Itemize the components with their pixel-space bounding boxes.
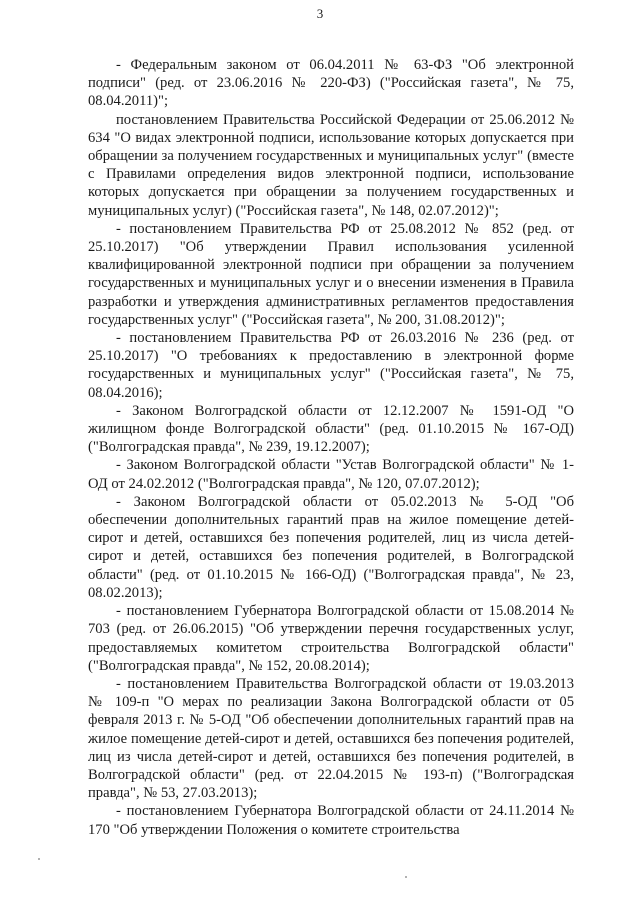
scan-speck xyxy=(405,876,407,878)
paragraph-federal-law-63: - Федеральным законом от 06.04.2011 № 63-ФЗ "Об электронной подписи" (ред. от 23.06.2016 № 220-ФЗ) ("Российская газета", № 75, 08.04.2011)"; xyxy=(88,57,574,110)
paragraph-law-5: - Законом Волгоградской области от 05.02.2013 № 5-ОД "Об обеспечении дополнительных гарантий прав на жилое помещение детей-сирот и детей, оставшихся без попечения родителей, лиц из числа детей-сирот и детей, оставшихся без попечения родителей, в Волгоградской области" (ред. от 01.10.2015 № 166-ОД) ("Волгоградская правда", № 23, 08.02.2013); xyxy=(88,493,574,601)
paragraph-governor-decree-703: - постановлением Губернатора Волгоградской области от 15.08.2014 № 703 (ред. от 26.06.2015) "Об утверждении перечня государственных услуг, предоставляемых комитетом строительства Волгоградской области" ("Волгоградская правда", № 152, 20.08.2014); xyxy=(88,603,574,674)
paragraph-decree-634: постановлением Правительства Российской Федерации от 25.06.2012 № 634 "О видах электронной подписи, использование которых допускается при обращении за получением государственных и муниципальных услуг" (вместе с Правилами определения видов электронной подписи, использование которых допускается при обращении за получением государственных и муниципальных услуг) ("Российская газета", № 148, 02.07.2012)"; xyxy=(88,111,574,219)
document-body xyxy=(88,56,574,839)
paragraph-decree-236: - постановлением Правительства РФ от 26.03.2016 № 236 (ред. от 25.10.2017) "О требованиях к предоставлению в электронной форме государственных и муниципальных услуг" ("Российская газета", № 75, 08.04.2016); xyxy=(88,330,574,401)
paragraph-governor-decree-170: - постановлением Губернатора Волгоградской области от 24.11.2014 № 170 "Об утверждении Положения о комитете строительства xyxy=(88,803,574,838)
paragraph-law-1591: - Законом Волгоградской области от 12.12.2007 № 1591-ОД "О жилищном фонде Волгоградской области" (ред. 01.10.2015 № 167-ОД) ("Волгоградская правда", № 239, 19.12.2007); xyxy=(88,402,574,456)
paragraph-charter-1: - Законом Волгоградской области "Устав Волгоградской области" № 1-ОД от 24.02.2012 ("Волгоградская правда", № 120, 07.07.2012); xyxy=(88,457,574,492)
paragraph-decree-852: - постановлением Правительства РФ от 25.08.2012 № 852 (ред. от 25.10.2017) "Об утверждении Правил использования усиленной квалифицированной электронной подписи при обращении за получением государственных и муниципальных услуг и о внесении изменения в Правила разработки и утверждения административных регламентов предоставления государственных услуг" ("Российская газета", № 200, 31.08.2012)"; xyxy=(88,220,574,328)
paragraph-government-decree-109: - постановлением Правительства Волгоградской области от 19.03.2013 № 109-п "О мерах по реализации Закона Волгоградской области от 05 февраля 2013 г. № 5-ОД "Об обеспечении дополнительных гарантий прав на жилое помещение детей-сирот и детей, оставшихся без попечения родителей, лиц из числа детей-сирот и детей, оставшихся без попечения родителей, в Волгоградской области" (ред. от 22.04.2015 № 193-п) ("Волгоградская правда", № 53, 27.03.2013); xyxy=(88,675,574,802)
page-number: 3 xyxy=(316,6,324,21)
scan-speck xyxy=(38,858,40,860)
